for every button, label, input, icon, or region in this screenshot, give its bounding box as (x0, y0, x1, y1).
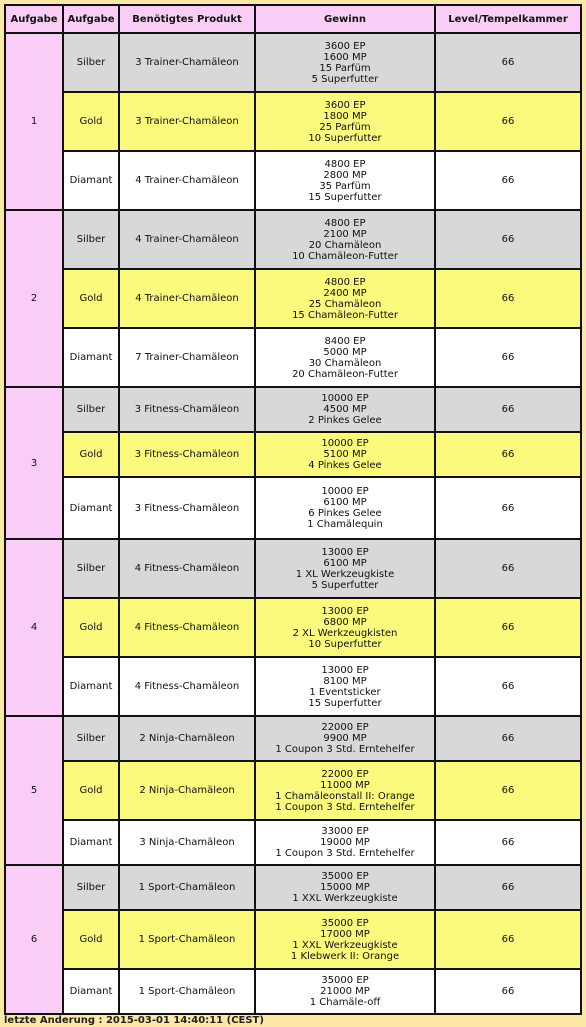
reward-line: 15 Chamäleon-Futter (292, 309, 398, 321)
reward-line: 2 XL Werkzeugkisten (292, 627, 398, 639)
reward-line: 33000 EP (321, 826, 369, 837)
product-cell: 4 Trainer-Chamäleon (119, 151, 255, 210)
header-level: Level/Tempelkammer (435, 5, 581, 33)
reward-line: 4800 EP (324, 217, 366, 229)
reward-line: 4500 MP (323, 404, 367, 415)
product-cell: 4 Fitness-Chamäleon (119, 657, 255, 716)
table-row (5, 328, 581, 387)
reward-line: 1 Chamäleonstall II: Orange (275, 790, 415, 802)
reward-line: 15000 MP (320, 882, 370, 893)
reward-cell (255, 539, 435, 598)
product-cell: 4 Trainer-Chamäleon (119, 210, 255, 269)
tier-cell: Silber (63, 33, 119, 92)
reward-line: 1 XXL Werkzeugkiste (292, 939, 398, 951)
reward-cell (255, 210, 435, 269)
reward-cell (255, 432, 435, 477)
reward-cell (255, 657, 435, 716)
level-cell: 66 (435, 151, 581, 210)
reward-line: 25 Parfüm (319, 121, 371, 133)
reward-line: 6 Pinkes Gelee (308, 508, 382, 519)
reward-line: 2400 MP (323, 287, 367, 299)
reward-line: 22000 EP (321, 768, 369, 780)
product-cell: 3 Fitness-Chamäleon (119, 432, 255, 477)
reward-line: 5000 MP (323, 346, 367, 358)
product-cell: 7 Trainer-Chamäleon (119, 328, 255, 387)
product-cell: 1 Sport-Chamäleon (119, 865, 255, 910)
table-row (5, 865, 581, 910)
table-row (5, 598, 581, 657)
task-number: 2 (5, 210, 63, 387)
reward-line: 5100 MP (323, 449, 367, 460)
level-cell: 66 (435, 269, 581, 328)
product-cell: 3 Trainer-Chamäleon (119, 33, 255, 92)
tier-cell: Gold (63, 432, 119, 477)
tier-cell: Diamant (63, 477, 119, 539)
header-row (5, 5, 581, 33)
reward-line: 1 Klebwerk II: Orange (290, 950, 400, 962)
product-cell: 1 Sport-Chamäleon (119, 910, 255, 969)
reward-line: 3600 EP (324, 99, 366, 111)
reward-line: 35000 EP (321, 917, 369, 929)
reward-line: 22000 EP (321, 722, 369, 733)
tier-cell: Gold (63, 269, 119, 328)
tier-cell: Gold (63, 910, 119, 969)
reward-line: 3600 EP (324, 40, 366, 52)
reward-cell (255, 328, 435, 387)
reward-line: 20 Chamäleon-Futter (292, 368, 398, 380)
reward-line: 1600 MP (323, 51, 367, 63)
tier-cell: Silber (63, 865, 119, 910)
level-cell: 66 (435, 539, 581, 598)
table-row (5, 910, 581, 969)
reward-line: 2100 MP (323, 228, 367, 240)
product-cell: 3 Fitness-Chamäleon (119, 477, 255, 539)
reward-line: 2 Pinkes Gelee (308, 415, 382, 426)
reward-line: 1800 MP (323, 110, 367, 122)
level-cell: 66 (435, 716, 581, 761)
table-row (5, 761, 581, 820)
header-gewinn: Gewinn (255, 5, 435, 33)
reward-line: 1 Coupon 3 Std. Erntehelfer (275, 848, 415, 859)
reward-cell (255, 477, 435, 539)
tier-cell: Silber (63, 539, 119, 598)
task-number: 6 (5, 865, 63, 1014)
rewards-table (4, 4, 582, 1015)
table-row (5, 210, 581, 269)
reward-line: 10 Superfutter (308, 132, 382, 144)
reward-line: 19000 MP (320, 837, 370, 848)
reward-line: 4800 EP (324, 276, 366, 288)
reward-line: 10000 EP (321, 393, 369, 404)
reward-line: 5 Superfutter (311, 73, 379, 85)
tier-cell: Gold (63, 761, 119, 820)
reward-line: 13000 EP (321, 605, 369, 617)
product-cell: 4 Trainer-Chamäleon (119, 269, 255, 328)
header-aufgabe: Aufgabe (5, 5, 63, 33)
reward-line: 1 Coupon 3 Std. Erntehelfer (275, 801, 415, 813)
level-cell: 66 (435, 387, 581, 432)
level-cell: 66 (435, 910, 581, 969)
reward-cell (255, 387, 435, 432)
reward-line: 10000 EP (321, 486, 369, 497)
table-row (5, 151, 581, 210)
tier-cell: Silber (63, 716, 119, 761)
level-cell: 66 (435, 92, 581, 151)
reward-line: 1 Eventsticker (309, 686, 381, 698)
level-cell: 66 (435, 210, 581, 269)
reward-line: 8400 EP (324, 335, 366, 347)
tier-cell: Gold (63, 92, 119, 151)
reward-cell (255, 598, 435, 657)
level-cell: 66 (435, 969, 581, 1014)
reward-line: 25 Chamäleon (308, 298, 382, 310)
reward-line: 6800 MP (323, 616, 367, 628)
reward-cell (255, 969, 435, 1014)
reward-line: 9900 MP (323, 733, 367, 744)
reward-line: 8100 MP (323, 675, 367, 687)
reward-cell (255, 716, 435, 761)
reward-line: 35000 EP (321, 871, 369, 882)
level-cell: 66 (435, 865, 581, 910)
reward-line: 1 XL Werkzeugkiste (295, 568, 395, 580)
table-row (5, 432, 581, 477)
reward-line: 20 Chamäleon (308, 239, 382, 251)
reward-cell (255, 865, 435, 910)
reward-line: 15 Parfüm (319, 62, 371, 74)
tier-cell: Silber (63, 387, 119, 432)
table-row (5, 477, 581, 539)
reward-line: 15 Superfutter (308, 191, 382, 203)
table-row (5, 387, 581, 432)
table-row (5, 269, 581, 328)
table-row (5, 716, 581, 761)
reward-cell (255, 151, 435, 210)
reward-line: 35 Parfüm (319, 180, 371, 192)
reward-line: 15 Superfutter (308, 697, 382, 709)
level-cell: 66 (435, 598, 581, 657)
reward-line: 1 Chamäle-off (309, 997, 381, 1008)
table-row (5, 657, 581, 716)
task-number: 5 (5, 716, 63, 865)
task-number: 3 (5, 387, 63, 539)
table-body (5, 33, 581, 1014)
tier-cell: Diamant (63, 151, 119, 210)
reward-line: 30 Chamäleon (308, 357, 382, 369)
reward-line: 10 Chamäleon-Futter (292, 250, 398, 262)
level-cell: 66 (435, 33, 581, 92)
tier-cell: Diamant (63, 657, 119, 716)
product-cell: 3 Trainer-Chamäleon (119, 92, 255, 151)
level-cell: 66 (435, 477, 581, 539)
reward-line: 4800 EP (324, 158, 366, 170)
reward-cell (255, 92, 435, 151)
reward-cell (255, 910, 435, 969)
table-row (5, 33, 581, 92)
reward-line: 4 Pinkes Gelee (308, 460, 382, 471)
header-produkt: Benötigtes Produkt (119, 5, 255, 33)
table-row (5, 539, 581, 598)
header-aufgabe-stufe: Aufgabe (63, 5, 119, 33)
reward-line: 1 Coupon 3 Std. Erntehelfer (275, 744, 415, 755)
reward-line: 5 Superfutter (311, 579, 379, 591)
product-cell: 2 Ninja-Chamäleon (119, 716, 255, 761)
reward-line: 10 Superfutter (308, 638, 382, 650)
task-number: 4 (5, 539, 63, 716)
reward-cell (255, 761, 435, 820)
reward-line: 2800 MP (323, 169, 367, 181)
reward-line: 11000 MP (320, 779, 370, 791)
level-cell: 66 (435, 657, 581, 716)
tier-cell: Diamant (63, 328, 119, 387)
product-cell: 1 Sport-Chamäleon (119, 969, 255, 1014)
product-cell: 4 Fitness-Chamäleon (119, 598, 255, 657)
reward-line: 21000 MP (320, 986, 370, 997)
task-number: 1 (5, 33, 63, 210)
tier-cell: Gold (63, 598, 119, 657)
reward-line: 13000 EP (321, 546, 369, 558)
level-cell: 66 (435, 432, 581, 477)
product-cell: 4 Fitness-Chamäleon (119, 539, 255, 598)
reward-line: 1 Chamälequin (307, 519, 383, 530)
table-row (5, 820, 581, 865)
reward-line: 35000 EP (321, 975, 369, 986)
reward-line: 10000 EP (321, 438, 369, 449)
reward-line: 6100 MP (323, 497, 367, 508)
table-row (5, 92, 581, 151)
tier-cell: Silber (63, 210, 119, 269)
level-cell: 66 (435, 761, 581, 820)
reward-line: 6100 MP (323, 557, 367, 569)
reward-cell (255, 33, 435, 92)
product-cell: 3 Fitness-Chamäleon (119, 387, 255, 432)
product-cell: 3 Ninja-Chamäleon (119, 820, 255, 865)
reward-line: 13000 EP (321, 664, 369, 676)
reward-cell (255, 269, 435, 328)
last-modified: letzte Änderung : 2015-03-01 14:40:11 (CEST) (4, 1015, 264, 1026)
reward-cell (255, 820, 435, 865)
tier-cell: Diamant (63, 969, 119, 1014)
table-row (5, 969, 581, 1014)
level-cell: 66 (435, 328, 581, 387)
level-cell: 66 (435, 820, 581, 865)
tier-cell: Diamant (63, 820, 119, 865)
product-cell: 2 Ninja-Chamäleon (119, 761, 255, 820)
reward-line: 1 XXL Werkzeugkiste (292, 893, 398, 904)
reward-line: 17000 MP (320, 928, 370, 940)
